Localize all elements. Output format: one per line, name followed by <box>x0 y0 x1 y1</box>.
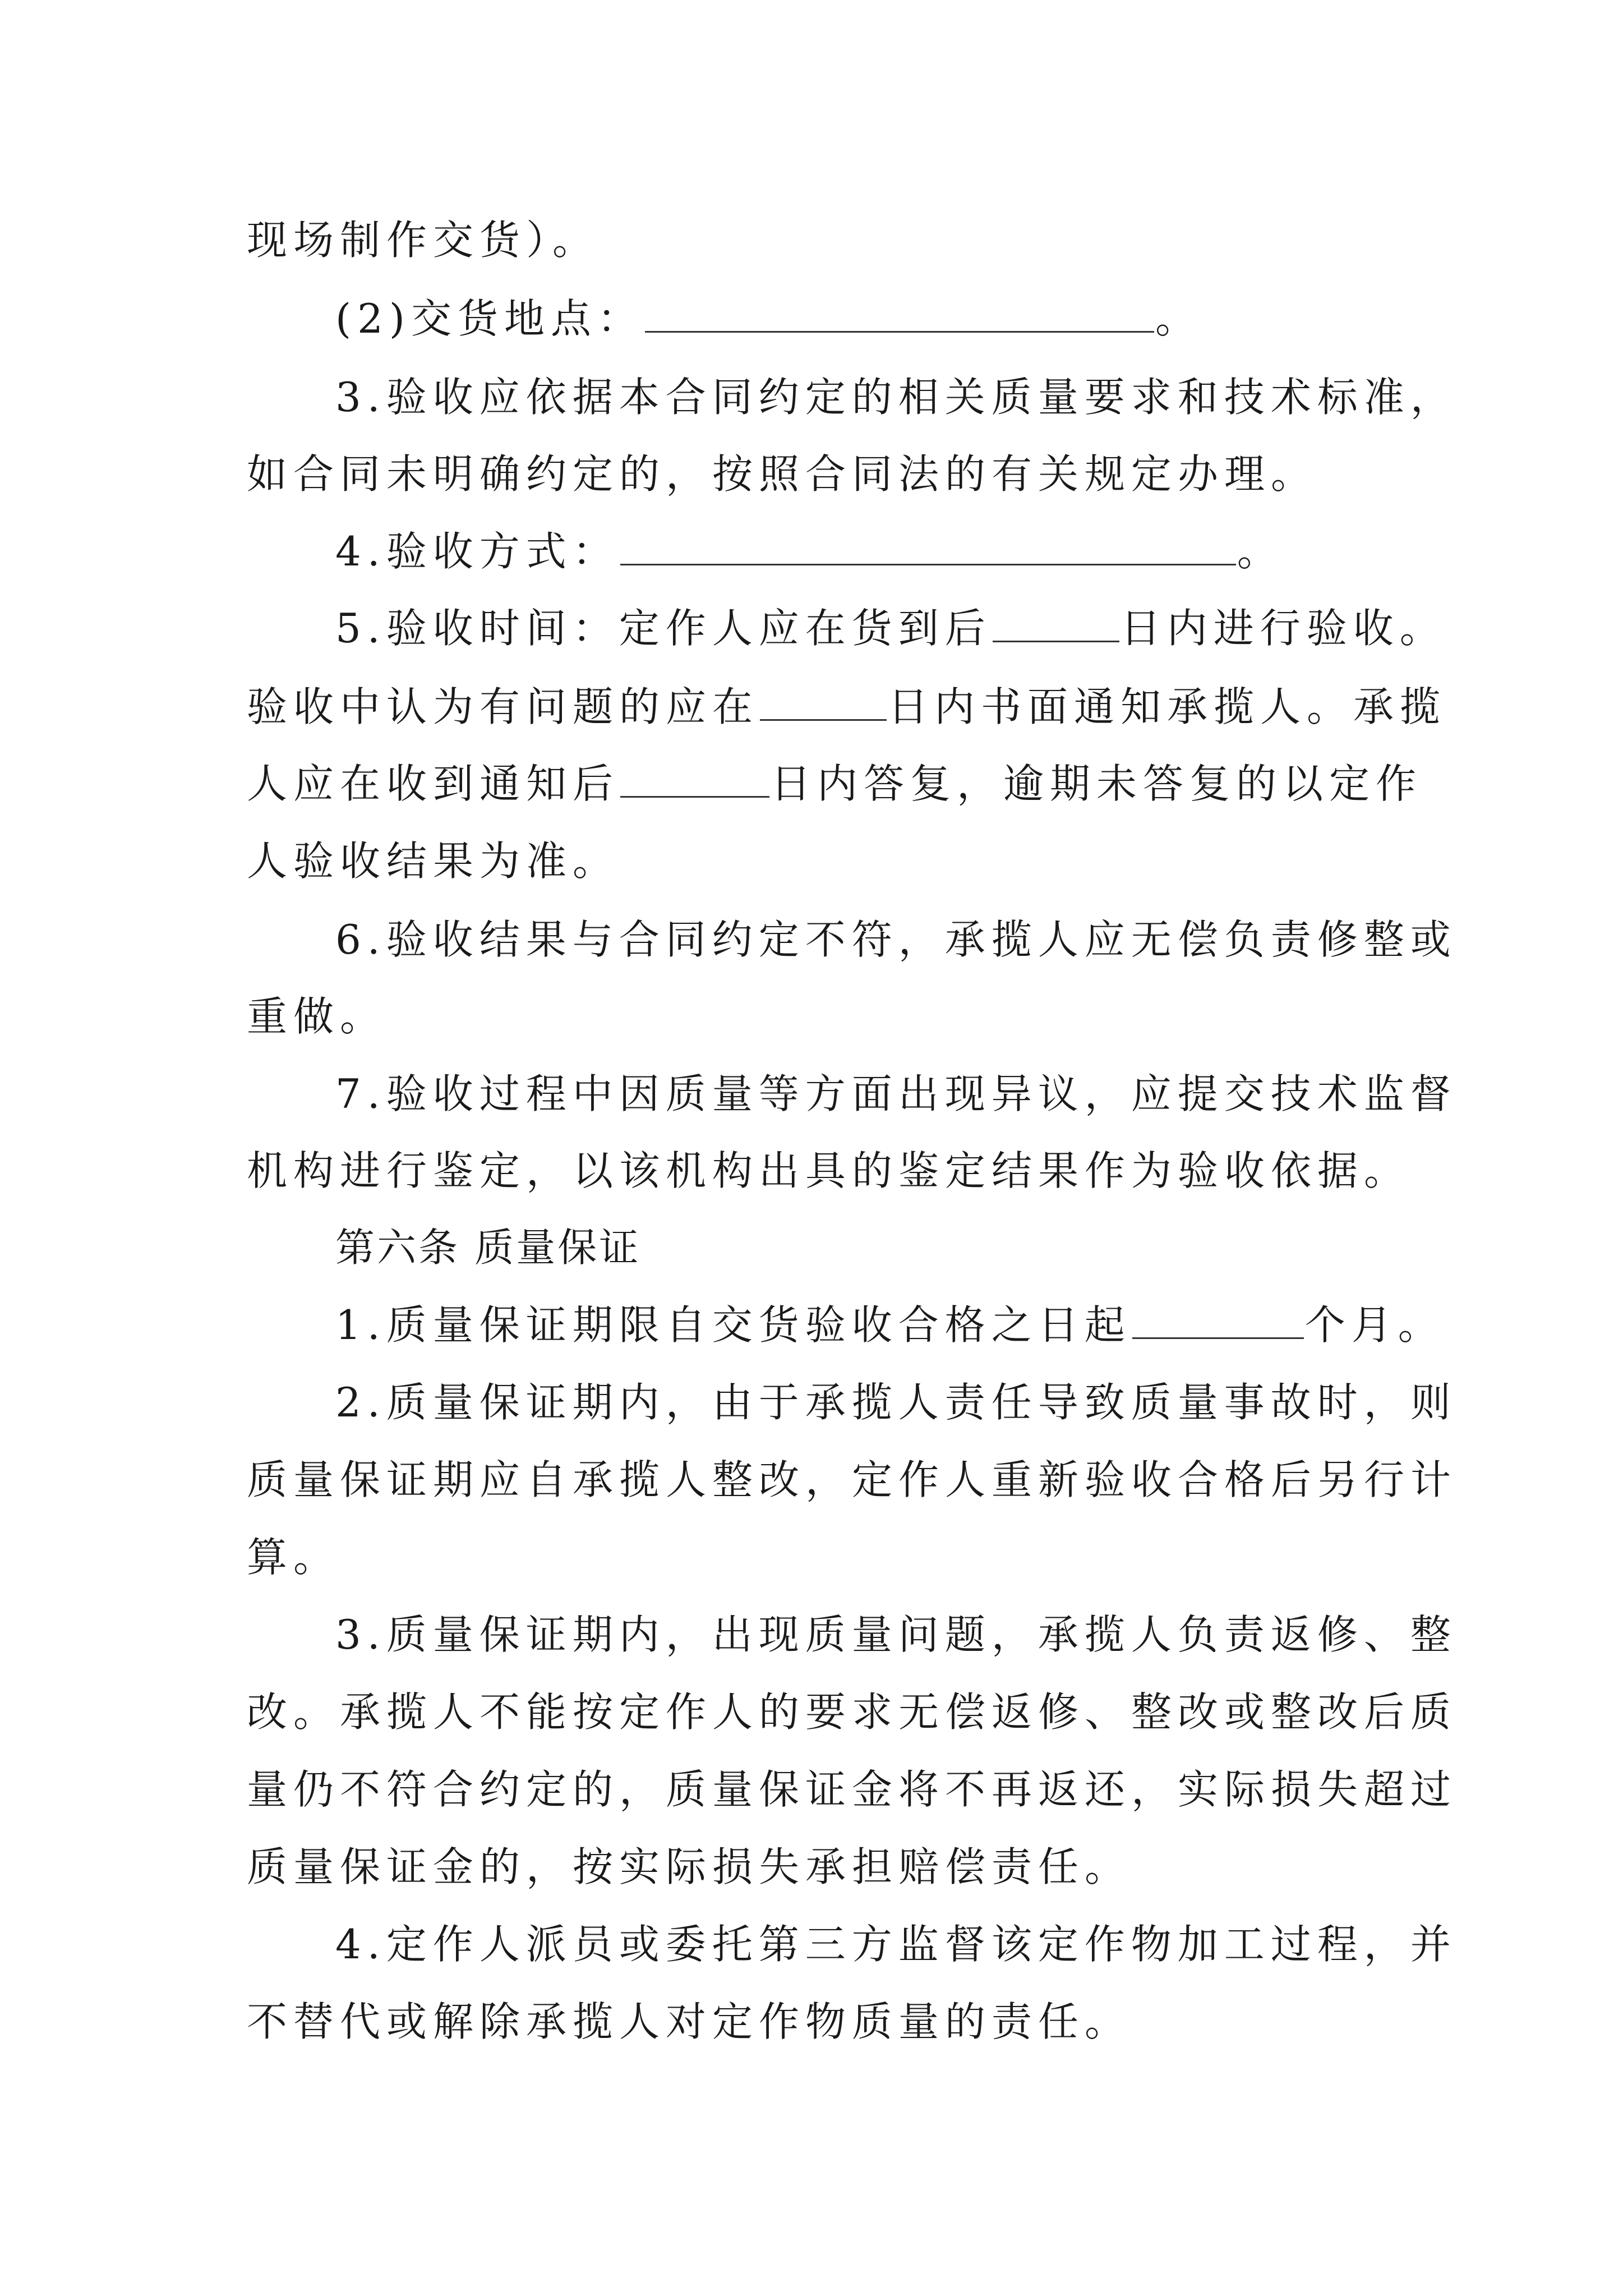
text-line: 7.验收过程中因质量等方面出现异议，应提交技术监督 <box>335 1070 1457 1117</box>
text-line: 算。 <box>247 1534 340 1581</box>
text-line: 现场制作交货）。 <box>247 217 600 264</box>
text-line: 4.定作人派员或委托第三方监督该定作物加工过程，并 <box>335 1921 1457 1968</box>
text-line: 改。承揽人不能按定作人的要求无偿返修、整改或整改后质 <box>247 1688 1458 1736</box>
text-line: 人验收结果为准。 <box>247 838 620 885</box>
text-line: 质量保证金的，按实际损失承担赔偿责任。 <box>247 1843 1132 1890</box>
text-line: 量仍不符合约定的，质量保证金将不再返还，实际损失超过 <box>247 1766 1458 1813</box>
warranty-period-line: 1.质量保证期限自交货验收合格之日起 个月。 <box>335 1297 1445 1353</box>
delivery-location-line: (2)交货地点： 。 <box>335 291 1202 347</box>
delivery-location-blank[interactable] <box>645 291 1154 333</box>
inspection-method-blank[interactable] <box>620 523 1236 565</box>
text-line: 3.质量保证期内，出现质量问题，承揽人负责返修、整 <box>335 1611 1457 1658</box>
text-line: 3.验收应依据本合同约定的相关质量要求和技术标准， <box>335 374 1457 421</box>
text-line: 6.验收结果与合同约定不符，承揽人应无偿负责修整或 <box>335 916 1457 963</box>
text-line: 质量保证期应自承揽人整改，定作人重新验收合格后另行计 <box>247 1456 1458 1503</box>
notice-days-blank[interactable] <box>760 679 887 721</box>
text-line: 不替代或解除承揽人对定作物质量的责任。 <box>247 1998 1132 2045</box>
text-line: 人应在收到通知后 日内答复，逾期未答复的以定作 <box>247 756 1422 812</box>
inspection-days-blank[interactable] <box>993 600 1119 642</box>
reply-days-blank[interactable] <box>620 756 769 798</box>
inspection-time-line: 5.验收时间：定作人应在货到后 日内进行验收。 <box>335 600 1446 656</box>
text-line: 验收中认为有问题的应在 日内书面通知承揽人。承揽 <box>247 679 1446 735</box>
text-line: 如合同未明确约定的，按照合同法的有关规定办理。 <box>247 450 1318 498</box>
inspection-method-line: 4.验收方式： 。 <box>335 523 1284 579</box>
section-heading: 第六条 质量保证 <box>335 1225 641 1271</box>
text-line: 2.质量保证期内，由于承揽人责任导致质量事故时，则 <box>335 1379 1457 1426</box>
text-line: 重做。 <box>247 993 387 1040</box>
text-line: 机构进行鉴定，以该机构出具的鉴定结果作为验收依据。 <box>247 1147 1411 1194</box>
warranty-months-blank[interactable] <box>1132 1297 1304 1339</box>
